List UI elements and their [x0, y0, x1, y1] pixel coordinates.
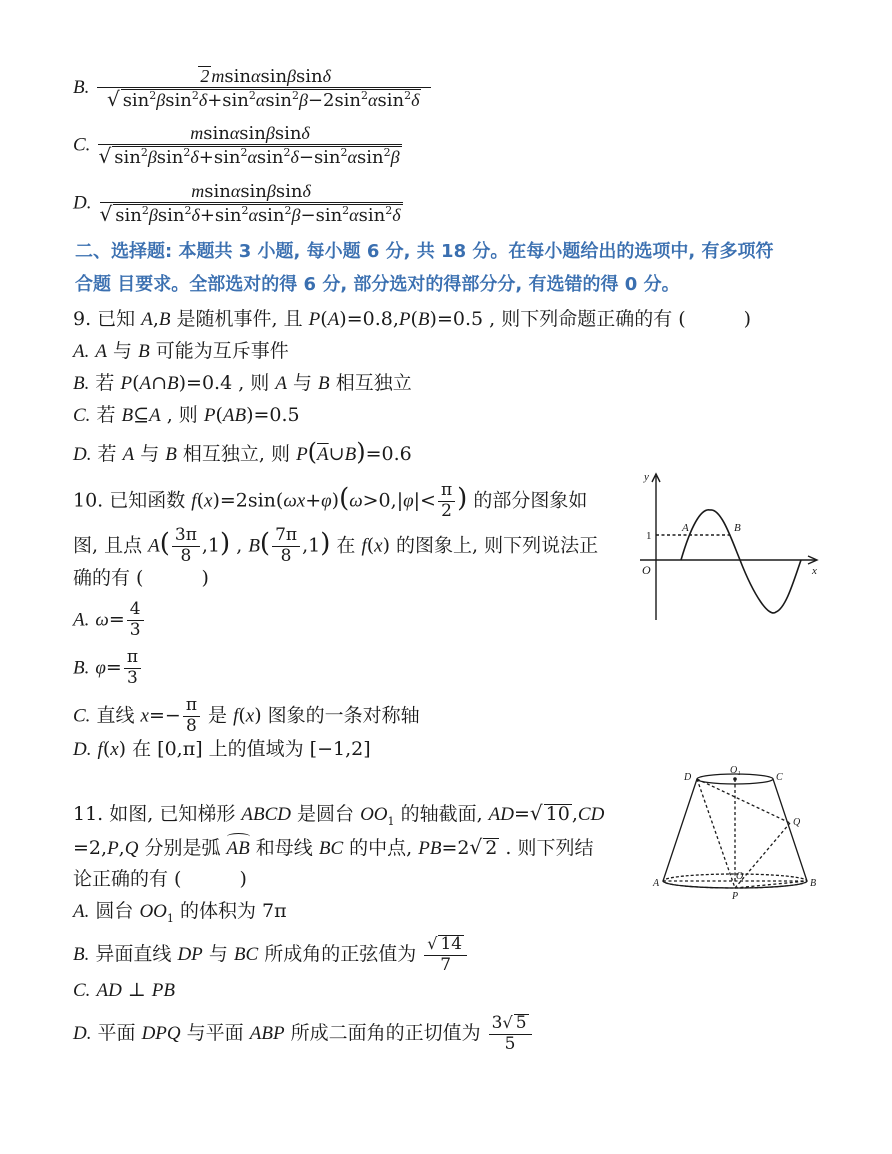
q11-stem-line3: 论正确的有 ( ) [73, 868, 247, 890]
q8-option-c-fraction [98, 124, 401, 167]
q10-option-a: A. ω= $\frac{4}{3}$ [73, 601, 146, 640]
sine-curve [681, 510, 801, 613]
q11-option-a: A. 圆台 $OO_1$ 的体积为 7π [73, 900, 287, 925]
q10-option-d: D. f(x) 在 [0,π] 上的值域为 [−1,2] [73, 738, 371, 760]
graph-label-b: B [734, 522, 741, 534]
q11-option-b: B. 异面直线 DP 与 BC 所成角的正弦值为 $\frac{√ 14}{7}$ [73, 935, 469, 975]
generatrix-ad [663, 779, 697, 881]
q11-frustum-figure [648, 762, 828, 902]
segment-pq [735, 823, 790, 888]
frustum-label-a: A [653, 878, 660, 889]
q11-stem-line2: =2,P,Q 分别是弧 AB 和母线 BC 的中点, PB=2√ 2 . 则下列结 [73, 835, 594, 859]
q9-option-c: C. 若 B⊆A , 则 P(AB)=0.5 [73, 404, 300, 426]
frustum-label-o: O [736, 871, 744, 882]
graph-label-x: x [812, 565, 817, 577]
segment-dq [697, 779, 790, 823]
q10-stem-line3: 确的有 ( ) [73, 567, 209, 589]
segment-dp [697, 779, 735, 888]
q8-option-c: C. $\frac{msin\alpha\sin\beta\sin\delta}{√ \sin^2\beta\sin^2\delta+\sin^2\alpha\sin^2\delta-\sin^2\alpha\sin^2\beta}$ [73, 123, 400, 168]
q8-option-b-fraction [97, 66, 431, 110]
generatrix-bc [773, 779, 807, 881]
q9-option-b: B. 若 P(A∩B)=0.4 , 则 A 与 B 相互独立 [73, 372, 412, 394]
q8-option-d: D. $\frac{msin\alpha\sin\beta\sin\delta}{√ \sin^2\beta\sin^2\delta+\sin^2\alpha\sin^2\beta-\sin^2\alpha\sin^2\delta}$ [73, 181, 401, 226]
frustum-label-o1: O₁ [730, 765, 741, 776]
frustum-label-q: Q [793, 817, 801, 828]
graph-label-one: 1 [646, 530, 652, 542]
frustum-label-d: D [684, 772, 692, 783]
q8-option-d-fraction [100, 182, 403, 225]
q10-stem-line2: 图, 且点 A( $\frac{3\pi}{8}$ ,1) , B( $\frac{7\pi}{8}$ ,1) 在 f(x) 的图象上, 则下列说法正 [73, 525, 599, 566]
bottom-circle-front [663, 881, 807, 888]
q8-option-b-numerator: 2 msinαsinβsinδ [97, 66, 431, 88]
frustum-label-p: P [732, 891, 739, 902]
q11-option-d: D. 平面 DPQ 与平面 ABP 所成二面角的正切值为 $\frac{3√ 5}{5}$ [73, 1014, 534, 1054]
q8-option-b-denominator: √ $\sin^2\beta\sin^2\delta+\sin^2\alpha\sin^2\beta-2\sin^2\alpha\sin^2\delta$ [106, 87, 420, 111]
q9-option-a: A. A 与 B 可能为互斥事件 [73, 340, 289, 362]
q9-option-d: D. 若 A 与 B 相互独立, 则 $P(\overline{A}\cup B)=0.6$ [73, 438, 412, 466]
q8-option-c-denominator: √ $\sin^2\beta\sin^2\delta+\sin^2\alpha\sin^2\delta-\sin^2\alpha\sin^2\beta$ [98, 144, 400, 168]
q10-option-c: C. 直线 x=− $\frac{\pi}{8}$ 是 f(x) 图象的一条对称轴 [73, 695, 420, 736]
graph-label-a: A [682, 522, 689, 534]
q8-option-c-numerator: msinαsinβsinδ [98, 124, 401, 145]
point-o1 [733, 777, 737, 781]
section2-heading-line1: 二、选择题: 本题共 3 小题, 每小题 6 分, 共 18 分。在每小题给出的选项中, 有多项符 [75, 241, 774, 262]
q11-stem-line1: 11. 如图, 已知梯形 ABCD 是圆台 $OO_1$ 的轴截面, AD=√ 10 ,CD [73, 801, 605, 828]
frustum-label-b: B [810, 878, 817, 889]
graph-label-y: y [644, 471, 649, 483]
q8-option-d-numerator: msinαsinβsinδ [100, 182, 403, 203]
section2-heading-line2: 合题 目要求。全部选对的得 6 分, 部分选对的得部分分, 有选错的得 0 分。 [75, 274, 680, 295]
q10-option-b: B. φ= $\frac{\pi}{3}$ [73, 649, 143, 688]
q10-sine-graph [636, 468, 826, 628]
q10-stem-line1: 10. 已知函数 f(x)=2sin(ωx+φ)(ω>0,|φ|< $\frac{\pi}{2}$ ) 的部分图象如 [73, 480, 588, 521]
q8-option-b: B. $\frac{2 msin\alpha\sin\beta\sin\delta}{√ \sin^2\beta\sin^2\delta+\sin^2\alpha\sin^2\beta-2\sin^2\alpha\sin^2\delta}$ [73, 66, 433, 110]
graph-label-origin: O [642, 563, 651, 577]
q9-stem: 9. 已知 A,B 是随机事件, 且 P(A)=0.8,P(B)=0.5 , 则下列命题正确的有 ( ) [73, 308, 752, 330]
q11-option-c: C. AD ⊥ PB [73, 979, 175, 1001]
q8-option-d-denominator: √ $\sin^2\beta\sin^2\delta+\sin^2\alpha\sin^2\beta-\sin^2\alpha\sin^2\delta$ [99, 202, 401, 226]
frustum-label-c: C [776, 772, 783, 783]
